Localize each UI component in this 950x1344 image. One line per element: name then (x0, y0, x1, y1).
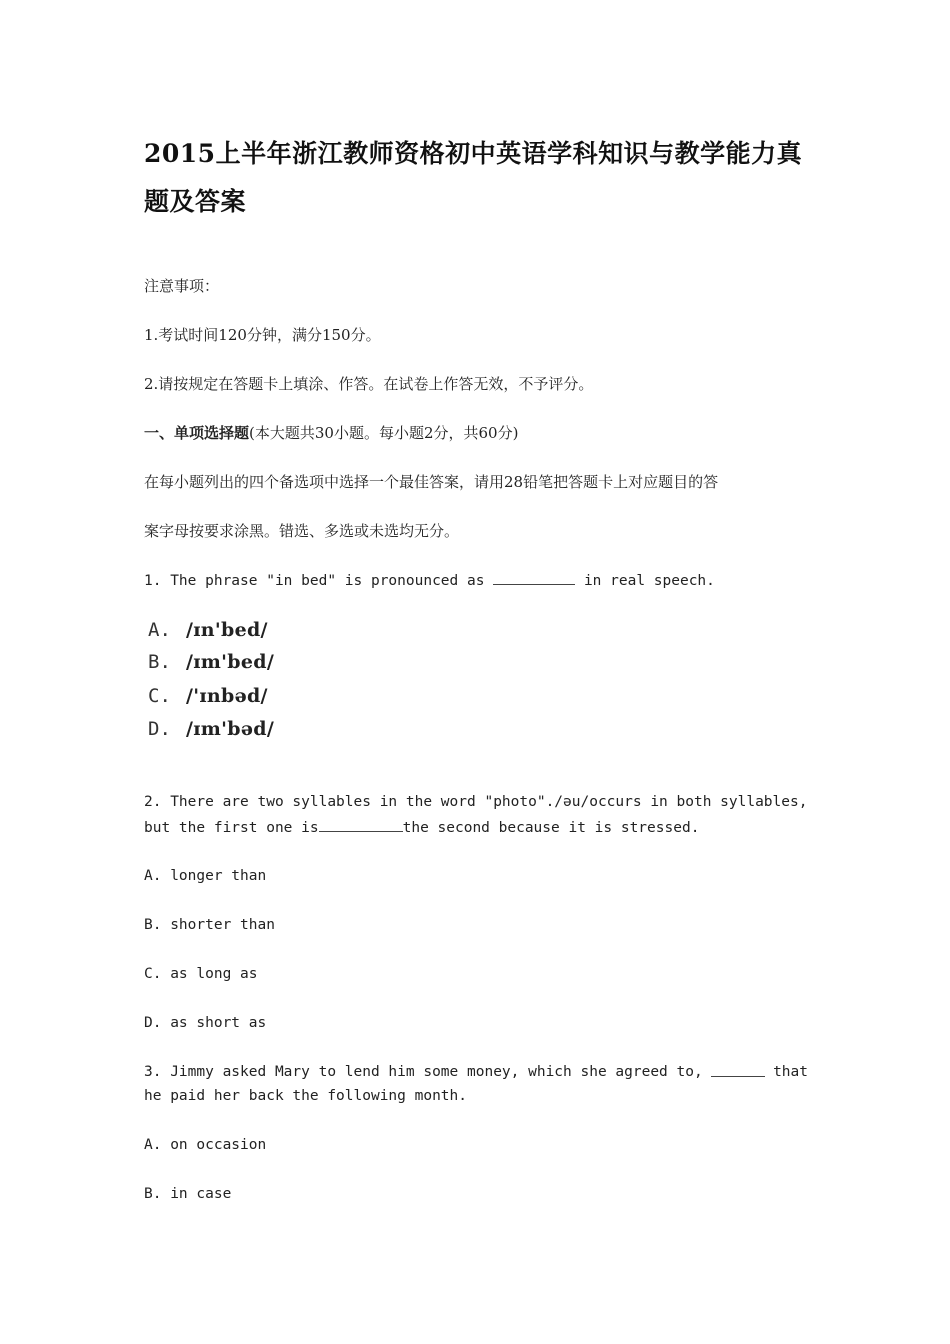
question-3-option-b: B. in case (144, 1186, 232, 1202)
option-ipa: /'ɪnbəd/ (186, 685, 268, 707)
question-2-stem-line-1: 2. There are two syllables in the word "photo"./əu/occurs in both syllables, (144, 794, 808, 810)
notice-item-2: 2.请按规定在答题卡上填涂、作答。在试卷上作答无效，不予评分。 (144, 375, 594, 393)
question-1-option-b (148, 649, 274, 675)
question-3-stem-end: that (773, 1064, 808, 1080)
question-2-option-b: B. shorter than (144, 917, 275, 933)
question-1-option-c (148, 683, 268, 709)
notice-item-1: 1.考试时间120分钟，满分150分。 (144, 326, 381, 344)
answer-blank (493, 570, 575, 585)
question-2-option-d: D. as short as (144, 1015, 267, 1031)
question-2-stem-end: the second because it is stressed. (402, 820, 700, 836)
option-letter: B. (148, 651, 171, 673)
question-3-stem-line-1 (144, 1062, 808, 1082)
question-2-option-a: A. longer than (144, 868, 267, 884)
option-ipa: /ɪm'bəd/ (186, 718, 275, 740)
answer-blank (319, 817, 403, 832)
question-2-option-c: C. as long as (144, 966, 258, 982)
section-heading-detail: (本大题共30小题。每小题2分，共60分) (249, 424, 519, 442)
section-instructions-line-1: 在每小题列出的四个备选项中选择一个最佳答案，请用28铅笔把答题卡上对应题目的答 (144, 473, 719, 491)
section-heading-bold: 一、单项选择题 (144, 424, 250, 442)
option-ipa: /ɪm'bed/ (186, 651, 275, 673)
section-heading (144, 423, 518, 443)
question-3-stem-line-2: he paid her back the following month. (144, 1088, 468, 1104)
question-2-stem-line-2 (144, 817, 699, 838)
question-1-stem-end: in real speech. (583, 573, 715, 589)
answer-blank (711, 1062, 765, 1077)
question-3-stem-start: 3. Jimmy asked Mary to lend him some money, which she agreed to, (144, 1064, 703, 1080)
question-1-option-d (148, 716, 274, 742)
notice-heading: 注意事项： (144, 277, 220, 295)
question-3-option-a: A. on occasion (144, 1137, 267, 1153)
question-1-option-a (148, 617, 268, 643)
option-letter: D. (148, 718, 171, 740)
option-ipa: /ɪn'bed/ (186, 619, 268, 641)
question-1-stem (144, 570, 715, 591)
question-1-stem-start: 1. The phrase "in bed" is pronounced as (144, 573, 485, 589)
option-letter: A. (148, 619, 171, 641)
option-letter: C. (148, 685, 171, 707)
section-instructions-line-2: 案字母按要求涂黑。错选、多选或未选均无分。 (144, 522, 460, 540)
question-2-stem-start: but the first one is (144, 820, 319, 836)
document-title: 2015上半年浙江教师资格初中英语学科知识与教学能力真题及答案 (144, 139, 803, 216)
